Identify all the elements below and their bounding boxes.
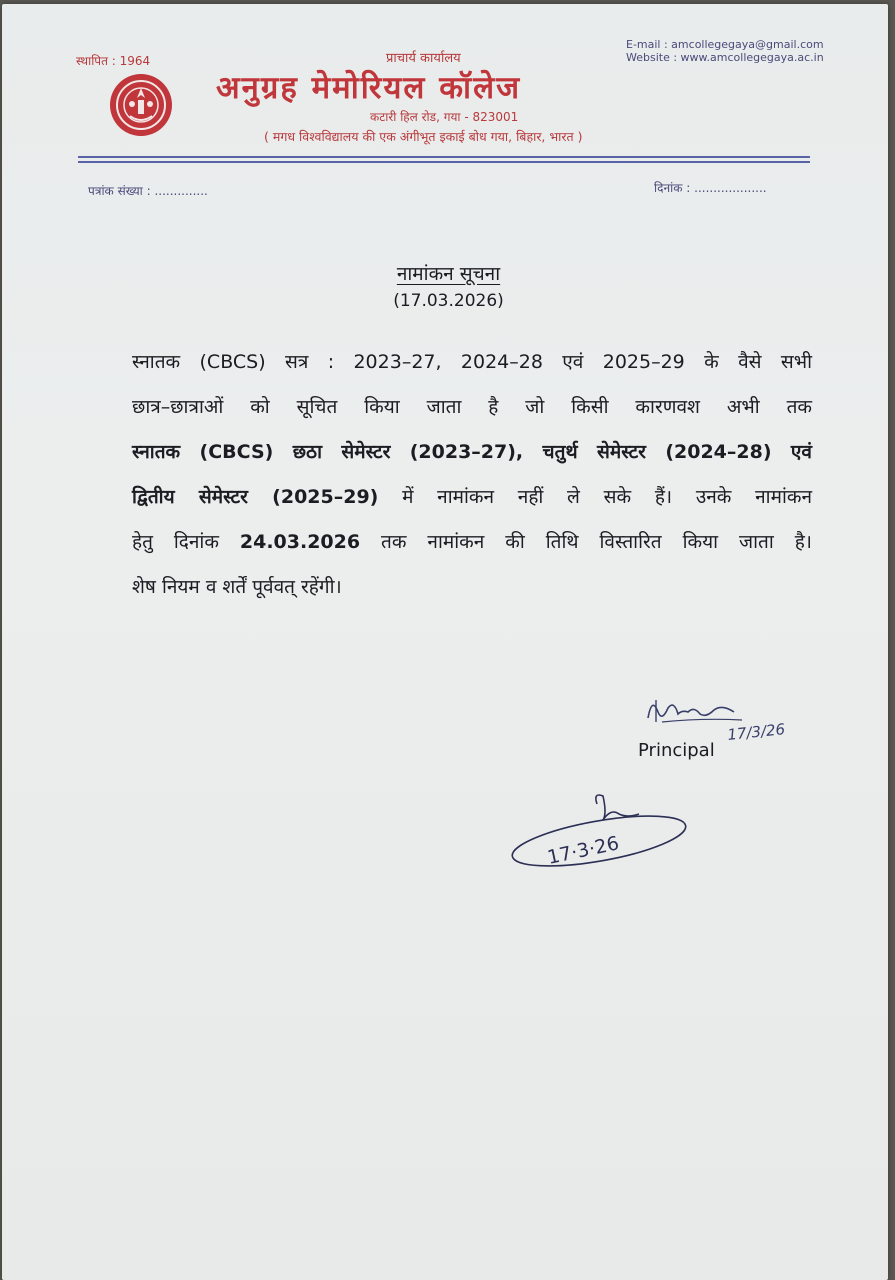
- notice-line: [132, 475, 812, 520]
- reference-number-field: पत्रांक संख्या : ..............: [88, 184, 208, 198]
- header-rule: [78, 161, 810, 163]
- notice-text: हेतु दिनांक: [132, 531, 240, 553]
- letter-page: [2, 4, 888, 1280]
- signature-date: 17/3/26: [726, 720, 786, 744]
- notice-line: [132, 385, 812, 430]
- email-text: E-mail : amcollegegaya@gmail.com: [626, 38, 824, 51]
- notice-text: तक नामांकन की तिथि विस्तारित किया जाता है।: [360, 531, 812, 553]
- date-field: दिनांक : ...................: [654, 181, 767, 195]
- notice-text: में नामांकन नहीं ले सके हैं। उनके नामांकन: [378, 486, 812, 508]
- notice-date: (17.03.2026): [393, 291, 504, 311]
- received-stamp: [507, 784, 697, 876]
- notice-line: [132, 340, 812, 385]
- notice-text: शेष नियम व शर्तें पूर्ववत् रहेंगी।: [132, 576, 342, 598]
- established-year: स्थापित : 1964: [76, 54, 151, 68]
- college-name: अनुग्रह मेमोरियल कॉलेज: [216, 70, 522, 106]
- stamp-date: 17·3·26: [545, 832, 621, 869]
- notice-title: [2, 260, 895, 286]
- notice-text: 24.03.2026: [239, 531, 361, 553]
- college-address: कटारी हिल रोड, गया - 823001: [370, 110, 519, 124]
- notice-body: [132, 340, 812, 610]
- office-heading: प्राचार्य कार्यालय: [386, 51, 461, 66]
- college-emblem-icon: [108, 72, 174, 138]
- notice-text: द्वितीय सेमेस्टर (2025–29): [132, 486, 379, 508]
- notice-line: [132, 520, 812, 565]
- notice-line: [132, 565, 812, 610]
- website-text: Website : www.amcollegegaya.ac.in: [626, 51, 824, 64]
- affiliation-text: ( मगध विश्वविद्यालय की एक अंगीभूत इकाई बोध गया, बिहार, भारत ): [264, 129, 583, 144]
- notice-text: स्नातक (CBCS) सत्र : 2023–27, 2024–28 एवं 2025–29 के वैसे सभी: [132, 351, 812, 373]
- notice-line: [132, 430, 812, 475]
- notice-text: स्नातक (CBCS) छठा सेमेस्टर (2023–27), चतुर्थ सेमेस्टर (2024–28) एवं: [132, 441, 812, 463]
- notice-text: छात्र–छात्राओं को सूचित किया जाता है जो किसी कारणवश अभी तक: [132, 396, 812, 418]
- principal-title: Principal: [638, 740, 715, 761]
- contact-block: [626, 38, 824, 64]
- header-rule: [78, 156, 810, 158]
- notice-title-text: नामांकन सूचना: [396, 263, 501, 285]
